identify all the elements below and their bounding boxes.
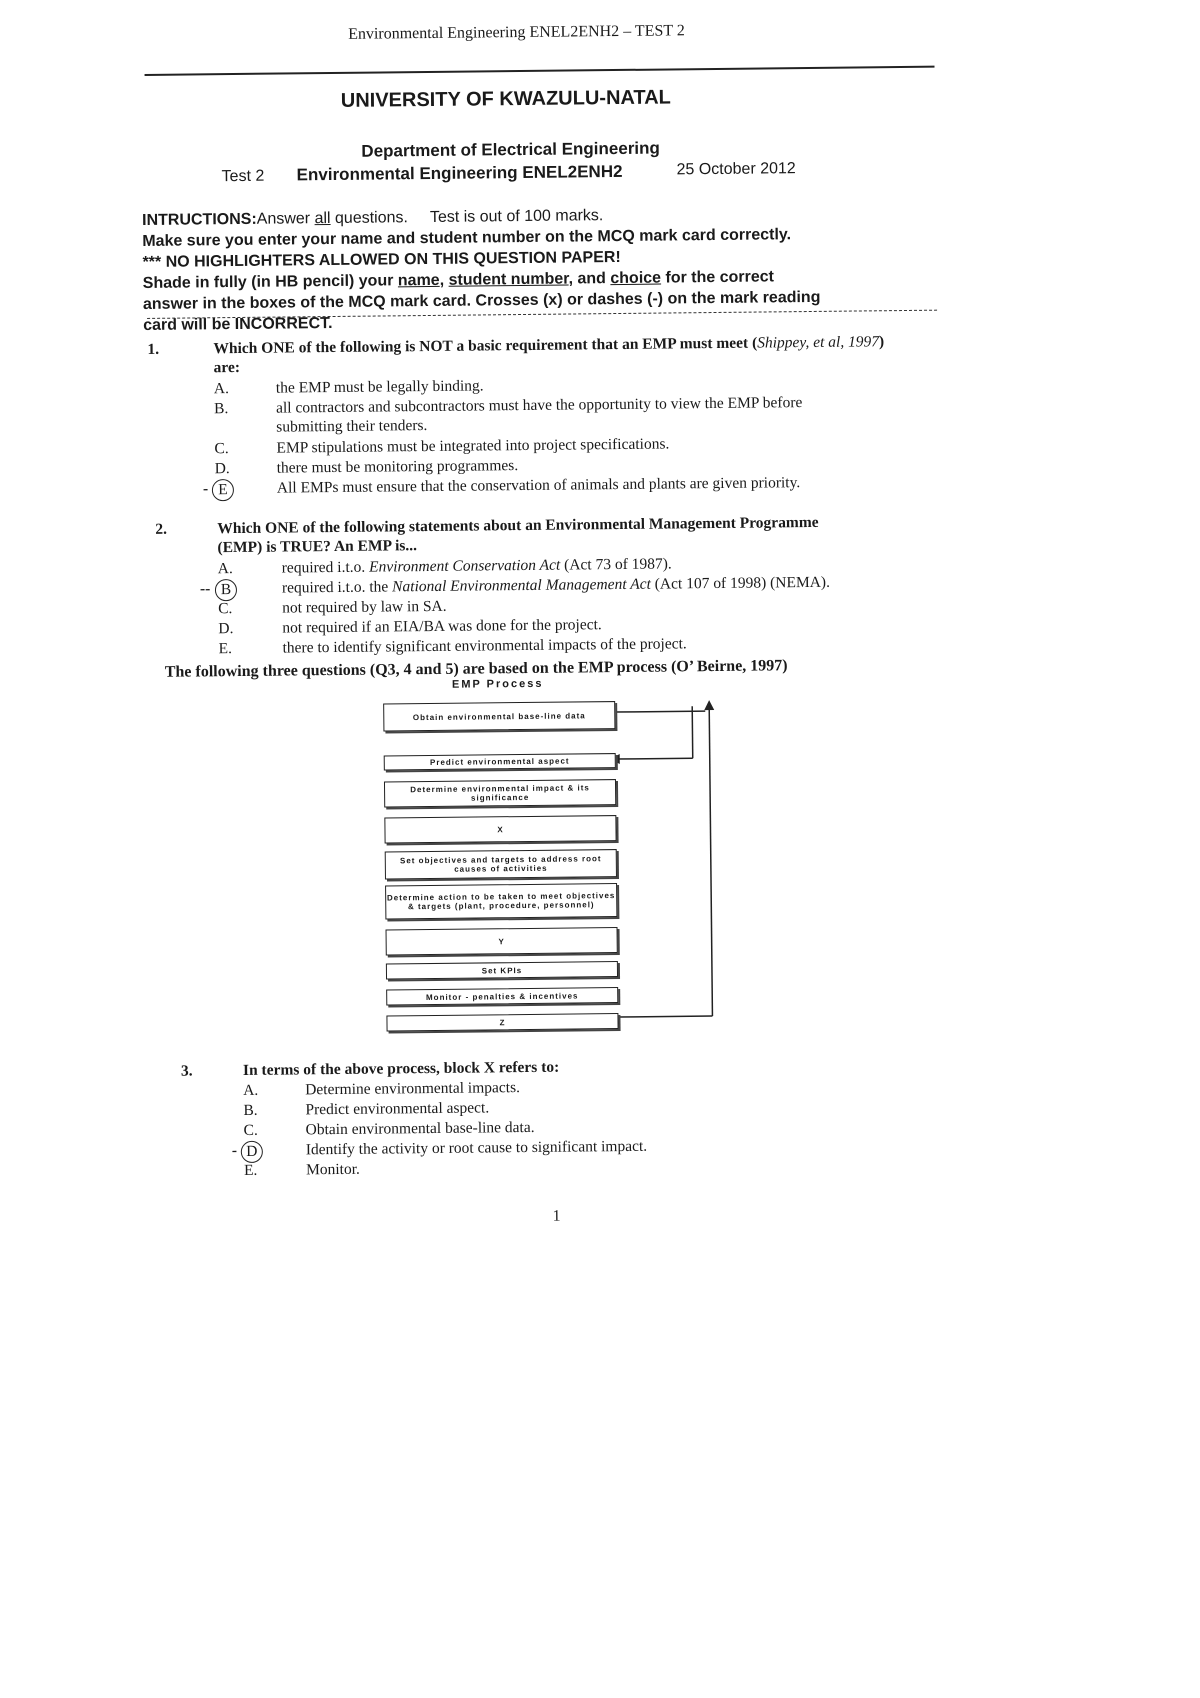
option-d: D. there must be monitoring programmes. bbox=[214, 457, 519, 478]
selected-answer-circle: E bbox=[212, 479, 234, 501]
process-box-determine-action: Determine action to be taken to meet objectives & targets (plant, procedure, personnel) bbox=[385, 883, 617, 919]
question-text: In terms of the above process, block X refers to: bbox=[242, 1058, 560, 1079]
question-text: Which ONE of the following is NOT a basic requirement that an EMP must meet (Shippey, et al, 1997) are: bbox=[213, 333, 885, 377]
question-number: 1. bbox=[147, 340, 160, 358]
instructions-line-1: INTRUCTIONS:Answer all questions. Test is out of 100 marks. bbox=[141, 207, 604, 229]
process-box-set-kpis: Set KPIs bbox=[386, 961, 618, 979]
department-title: Department of Electrical Engineering bbox=[361, 138, 660, 161]
process-box-z: Z bbox=[386, 1013, 618, 1031]
option-e: E. there to identify significant environmental impacts of the project. bbox=[218, 635, 687, 658]
option-a: A. the EMP must be legally binding. bbox=[213, 377, 484, 398]
instructions-label: INTRUCTIONS: bbox=[141, 210, 257, 229]
instructions-line-6: card will be INCORRECT. bbox=[143, 315, 333, 334]
option-e: E All EMPs must ensure that the conservation of animals and plants are given priority. bbox=[215, 472, 935, 480]
process-box-determine-impact: Determine environmental impact & its significance bbox=[384, 779, 616, 807]
university-title: UNIVERSITY OF KWAZULU-NATAL bbox=[340, 86, 671, 112]
option-a: A. Determine environmental impacts. bbox=[243, 1079, 521, 1099]
question-2 bbox=[155, 512, 946, 660]
process-box-objectives: Set objectives and targets to address root causes of activities bbox=[385, 849, 617, 879]
question-1 bbox=[147, 332, 939, 510]
process-box-baseline: Obtain environmental base-line data bbox=[383, 701, 615, 731]
question-number: 3. bbox=[180, 1062, 193, 1080]
option-c: C. EMP stipulations must be integrated into project specifications. bbox=[214, 435, 670, 458]
question-number: 2. bbox=[155, 520, 168, 538]
process-box-monitor: Monitor - penalties & incentives bbox=[386, 987, 618, 1005]
diagram-title: EMP Process bbox=[451, 677, 544, 691]
page-number: 1 bbox=[552, 1207, 561, 1225]
process-box-predict-aspect: Predict environmental aspect bbox=[384, 753, 616, 770]
option-e: E. Monitor. bbox=[243, 1160, 360, 1179]
question-text: Which ONE of the following statements about an Environmental Management Programme (EMP) is TRUE? An EMP is... bbox=[217, 513, 819, 557]
test-date: 25 October 2012 bbox=[676, 160, 796, 179]
process-box-y: Y bbox=[386, 927, 618, 955]
test-label: Test 2 bbox=[221, 167, 265, 186]
instructions-line-2: Make sure you enter your name and student number on the MCQ mark card correctly. bbox=[142, 226, 792, 250]
answer-mark: - bbox=[202, 480, 209, 498]
option-d: D. not required if an EIA/BA was done for the project. bbox=[218, 616, 602, 638]
emp-process-diagram bbox=[377, 676, 741, 1040]
option-b: B required i.t.o. the National Environmental Management Act (Act 107 of 1998) (NEMA). bbox=[218, 572, 938, 580]
page-content bbox=[140, 13, 960, 1225]
instructions-line-3: *** NO HIGHLIGHTERS ALLOWED ON THIS QUESTION PAPER! bbox=[142, 248, 621, 271]
answer-mark: - bbox=[231, 1142, 238, 1160]
option-c: C. not required by law in SA. bbox=[218, 597, 447, 618]
selected-answer-circle: D bbox=[241, 1141, 263, 1163]
option-a: A. required i.t.o. Environment Conservation Act (Act 73 of 1987). bbox=[217, 555, 672, 578]
answer-mark: -- bbox=[199, 580, 211, 598]
selected-answer-circle: B bbox=[215, 579, 237, 601]
header-rule bbox=[145, 66, 935, 76]
section-note: The following three questions (Q3, 4 and 5) are based on the EMP process (O’ Beirne, 1997) bbox=[164, 657, 788, 681]
running-header: Environmental Engineering ENEL2ENH2 – TEST 2 bbox=[348, 22, 685, 43]
instructions-line-5: answer in the boxes of the MCQ mark card. Crosses (x) or dashes (-) on the mark reading bbox=[142, 288, 821, 313]
option-b: B. all contractors and subcontractors must have the opportunity to view the EMP before submitting their tenders. bbox=[213, 394, 803, 436]
option-b: B. Predict environmental aspect. bbox=[243, 1099, 490, 1119]
question-3 bbox=[181, 1054, 942, 1182]
option-c: C. Obtain environmental base-line data. bbox=[243, 1118, 535, 1139]
process-box-x: X bbox=[384, 815, 616, 843]
option-d: D Identify the activity or root cause to significant impact. bbox=[244, 1134, 944, 1141]
instructions-line-4: Shade in fully (in HB pencil) your name, student number, and choice for the correct bbox=[142, 268, 775, 292]
course-title: Environmental Engineering ENEL2ENH2 bbox=[296, 161, 623, 185]
